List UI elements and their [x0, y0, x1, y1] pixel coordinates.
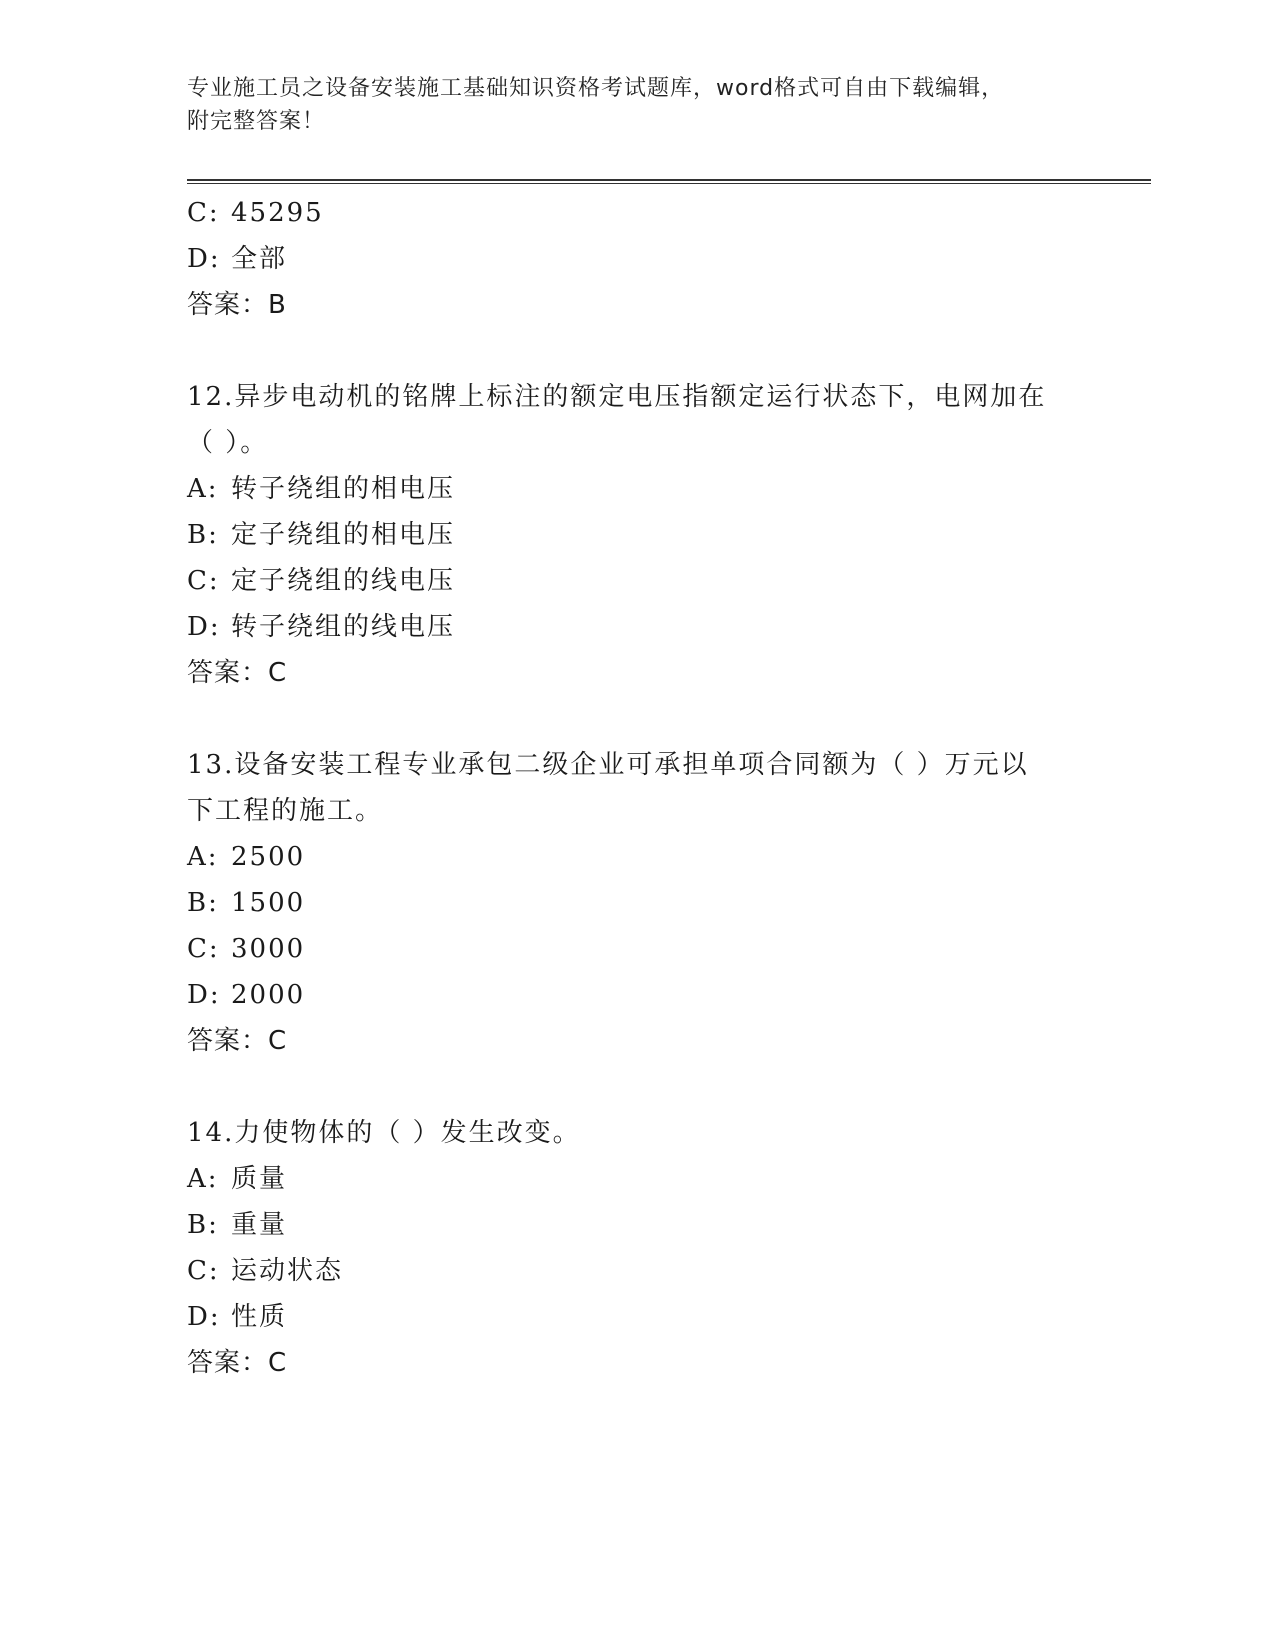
spacer: [187, 328, 1087, 374]
option-d: D: 全部: [187, 244, 288, 274]
question-text-line-1: 13.设备安装工程专业承包二级企业可承担单项合同额为（ ）万元以: [187, 750, 1029, 780]
answer: 答案：C: [187, 1026, 288, 1056]
question-14: [187, 1110, 1087, 1386]
spacer: [187, 696, 1087, 742]
answer: 答案：B: [187, 290, 287, 320]
header-divider: [187, 179, 1151, 184]
answer: 答案：C: [187, 658, 288, 688]
header-line-2: 附完整答案！: [187, 109, 326, 134]
option-c: C: 3000: [187, 934, 306, 964]
option-d: D: 转子绕组的线电压: [187, 612, 456, 642]
option-a: A: 2500: [187, 842, 306, 872]
option-b: B: 定子绕组的相电压: [187, 520, 456, 550]
option-b: B: 1500: [187, 888, 306, 918]
spacer: [187, 1064, 1087, 1110]
option-a: A: 转子绕组的相电压: [187, 474, 456, 504]
question-12: [187, 374, 1087, 696]
page-header: [187, 72, 1067, 138]
question-text-line-1: 14.力使物体的（ ）发生改变。: [187, 1118, 581, 1148]
answer: 答案：C: [187, 1348, 288, 1378]
question-13: [187, 742, 1087, 1064]
option-c: C: 45295: [187, 198, 324, 228]
option-b: B: 重量: [187, 1210, 288, 1240]
question-text-line-2: 下工程的施工。: [187, 796, 384, 826]
question-text-line-1: 12.异步电动机的铭牌上标注的额定电压指额定运行状态下，电网加在: [187, 382, 1047, 412]
option-c: C: 定子绕组的线电压: [187, 566, 456, 596]
option-c: C: 运动状态: [187, 1256, 344, 1286]
question-text-line-2: （ ）。: [187, 428, 269, 458]
option-d: D: 性质: [187, 1302, 288, 1332]
header-line-1: 专业施工员之设备安装施工基础知识资格考试题库，word格式可自由下载编辑，: [187, 76, 1005, 101]
partial-question: [187, 190, 1087, 328]
option-d: D: 2000: [187, 980, 306, 1010]
option-a: A: 质量: [187, 1164, 288, 1194]
question-list: [187, 190, 1087, 1386]
